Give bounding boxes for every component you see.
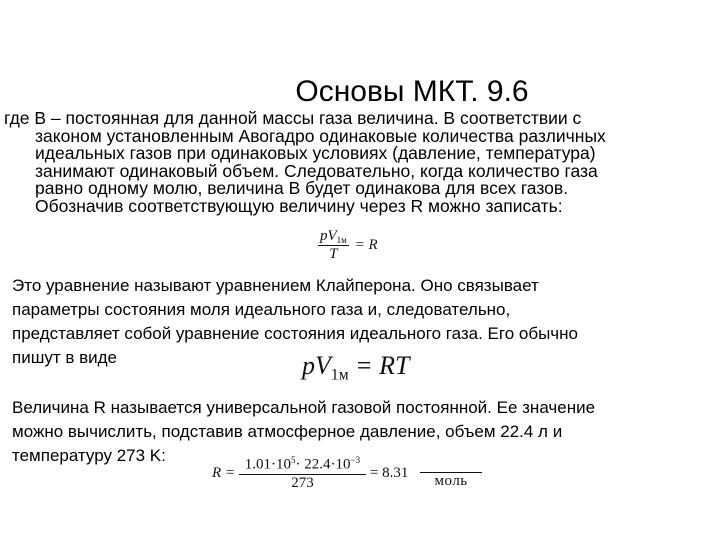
text-line: температуру 273 K: [12, 446, 166, 465]
unit-fraction [420, 458, 482, 490]
text-line: где B – постоянная для данной массы газа величина. В соответствии с [4, 108, 582, 128]
text-line: равно одному молю, величина B будет одинакова для всех газов. [35, 178, 569, 199]
formula-rhs: = R [354, 237, 378, 254]
text-line: идеальных газов при одинаковых условиях (давление, температура) [35, 143, 596, 164]
text-line: Обозначив соответствующую величину через R можно записать: [35, 195, 563, 216]
text-line: законом установленным Авогадро одинаковые количества различных [35, 125, 606, 146]
text-line: Это уравнение называют уравнением Клайперона. Оно связывает [12, 276, 539, 295]
formula-lhs: pV [302, 351, 331, 380]
formula-result: = 8.31 [369, 465, 409, 482]
fraction [239, 455, 366, 492]
text-line: представляет собой уравнение состояния идеального газа. Его обычно [12, 324, 578, 343]
fraction-denominator: 273 [291, 475, 314, 492]
fraction-denominator: T [329, 246, 338, 263]
formula-pv-equals-rt [302, 351, 409, 384]
formula-rhs: = RT [355, 351, 410, 380]
unit-denominator: моль [434, 472, 468, 489]
text-line: пишут в виде [12, 348, 118, 367]
formula-subscript: 1м [330, 366, 349, 384]
formula-lhs: R = [212, 465, 236, 482]
fraction-numerator: $pV_{1м}$ [320, 228, 347, 246]
slide-title: Основы МКТ. 9.6 [295, 75, 529, 108]
text-line: можно вычислить, подставив атмосферное давление, объем 22.4 л и [12, 422, 563, 441]
paragraph-avogadro [4, 110, 720, 216]
fraction-numerator: $1.01\cdot 10^5\cdot 22.4\cdot 10^{-3}$ [239, 455, 366, 475]
formula-pv-over-t [318, 228, 378, 263]
formula-r-calculation [212, 455, 482, 492]
text-line: Величина R называется универсальной газовой постоянной. Ее значение [12, 398, 596, 417]
text-line: занимают одинаковый объем. Следовательно, когда количество газа [35, 160, 598, 181]
fraction [318, 228, 349, 263]
text-line: параметры состояния моля идеального газа и, следовательно, [12, 300, 511, 319]
unit-numerator [420, 458, 482, 473]
